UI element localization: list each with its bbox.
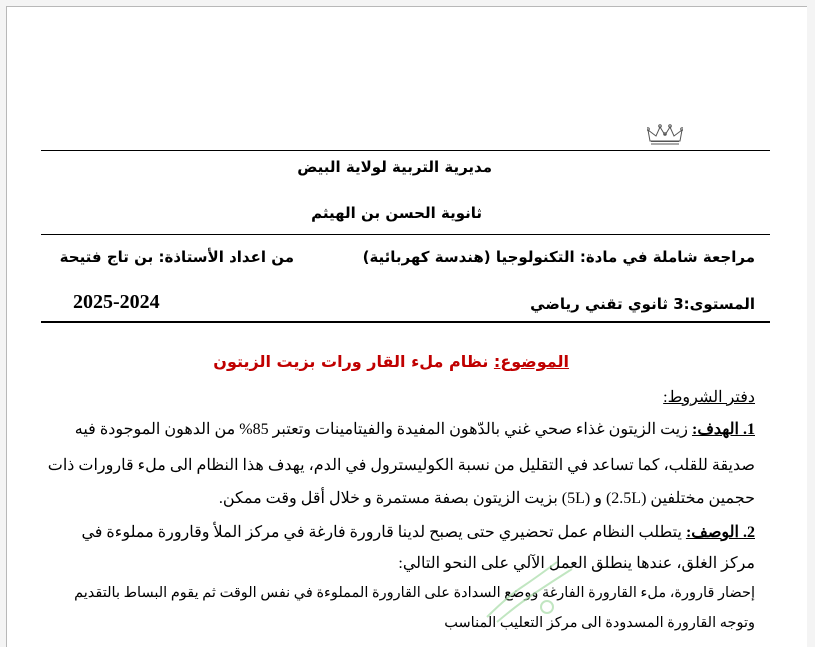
student-level: المستوى:3 ثانوي تقني رياضي [530, 295, 755, 313]
header-bottom-rule [41, 321, 770, 323]
desc-line-3: إحضار قارورة، ملء القارورة الفارغة ووضع السدادة على القارورة المملوءة في نفس الوقت ثم يقوم البساط بالتقديم [74, 585, 755, 601]
goal-line-2: صديقة للقلب، كما تساعد في التقليل من نسبة الكوليسترول في الدم، يهدف هذا النظام الى ملء قارورات ذات [47, 457, 755, 474]
directorate-title: مديرية التربية لولاية البيض [297, 158, 492, 176]
topic-title: نظام ملء القار ورات بزيت الزيتون [213, 352, 494, 371]
school-year: 2025-2024 [73, 291, 160, 313]
watermark-image [477, 557, 597, 627]
header-top-rule [41, 150, 770, 151]
desc-text-1: يتطلب النظام عمل تحضيري حتى يصبح لدينا قارورة فارغة في مركز الملأ وقارورة مملوءة في [81, 524, 682, 541]
review-subject: مراجعة شاملة في مادة: التكنولوجيا (هندسة كهربائية) [362, 248, 755, 266]
crown-icon [647, 124, 683, 146]
document-page [6, 6, 807, 647]
school-name: ثانوية الحسن بن الهيثم [311, 204, 482, 222]
specs-heading: دفتر الشروط: [663, 389, 755, 406]
topic-label: الموضوع: [493, 352, 569, 371]
goal-text-1: زيت الزيتون غذاء صحي غني بالدّهون المفيدة والفيتامينات وتعتبر 85% من الدهون الموجودة فيه [74, 421, 688, 438]
goal-line-3: حجمين مختلفين (2.5L) و (5L) بزيت الزيتون بصفة مستمرة و خلال أقل وقت ممكن. [218, 490, 755, 507]
goal-label: 1. الهدف: [691, 421, 755, 438]
desc-line-4: وتوجه القارورة المسدودة الى مركز التعليب المناسب [444, 615, 755, 631]
desc-line-2: مركز الغلق، عندها ينطلق العمل الآلي على النحو التالي: [398, 555, 755, 572]
teacher-name: من اعداد الأستاذة: بن تاج فتيحة [59, 248, 294, 266]
header-middle-rule [41, 234, 770, 235]
goal-line-1 [75, 419, 755, 439]
desc-label: 2. الوصف: [685, 524, 755, 541]
desc-line-1 [81, 522, 755, 542]
topic-line [213, 352, 569, 371]
